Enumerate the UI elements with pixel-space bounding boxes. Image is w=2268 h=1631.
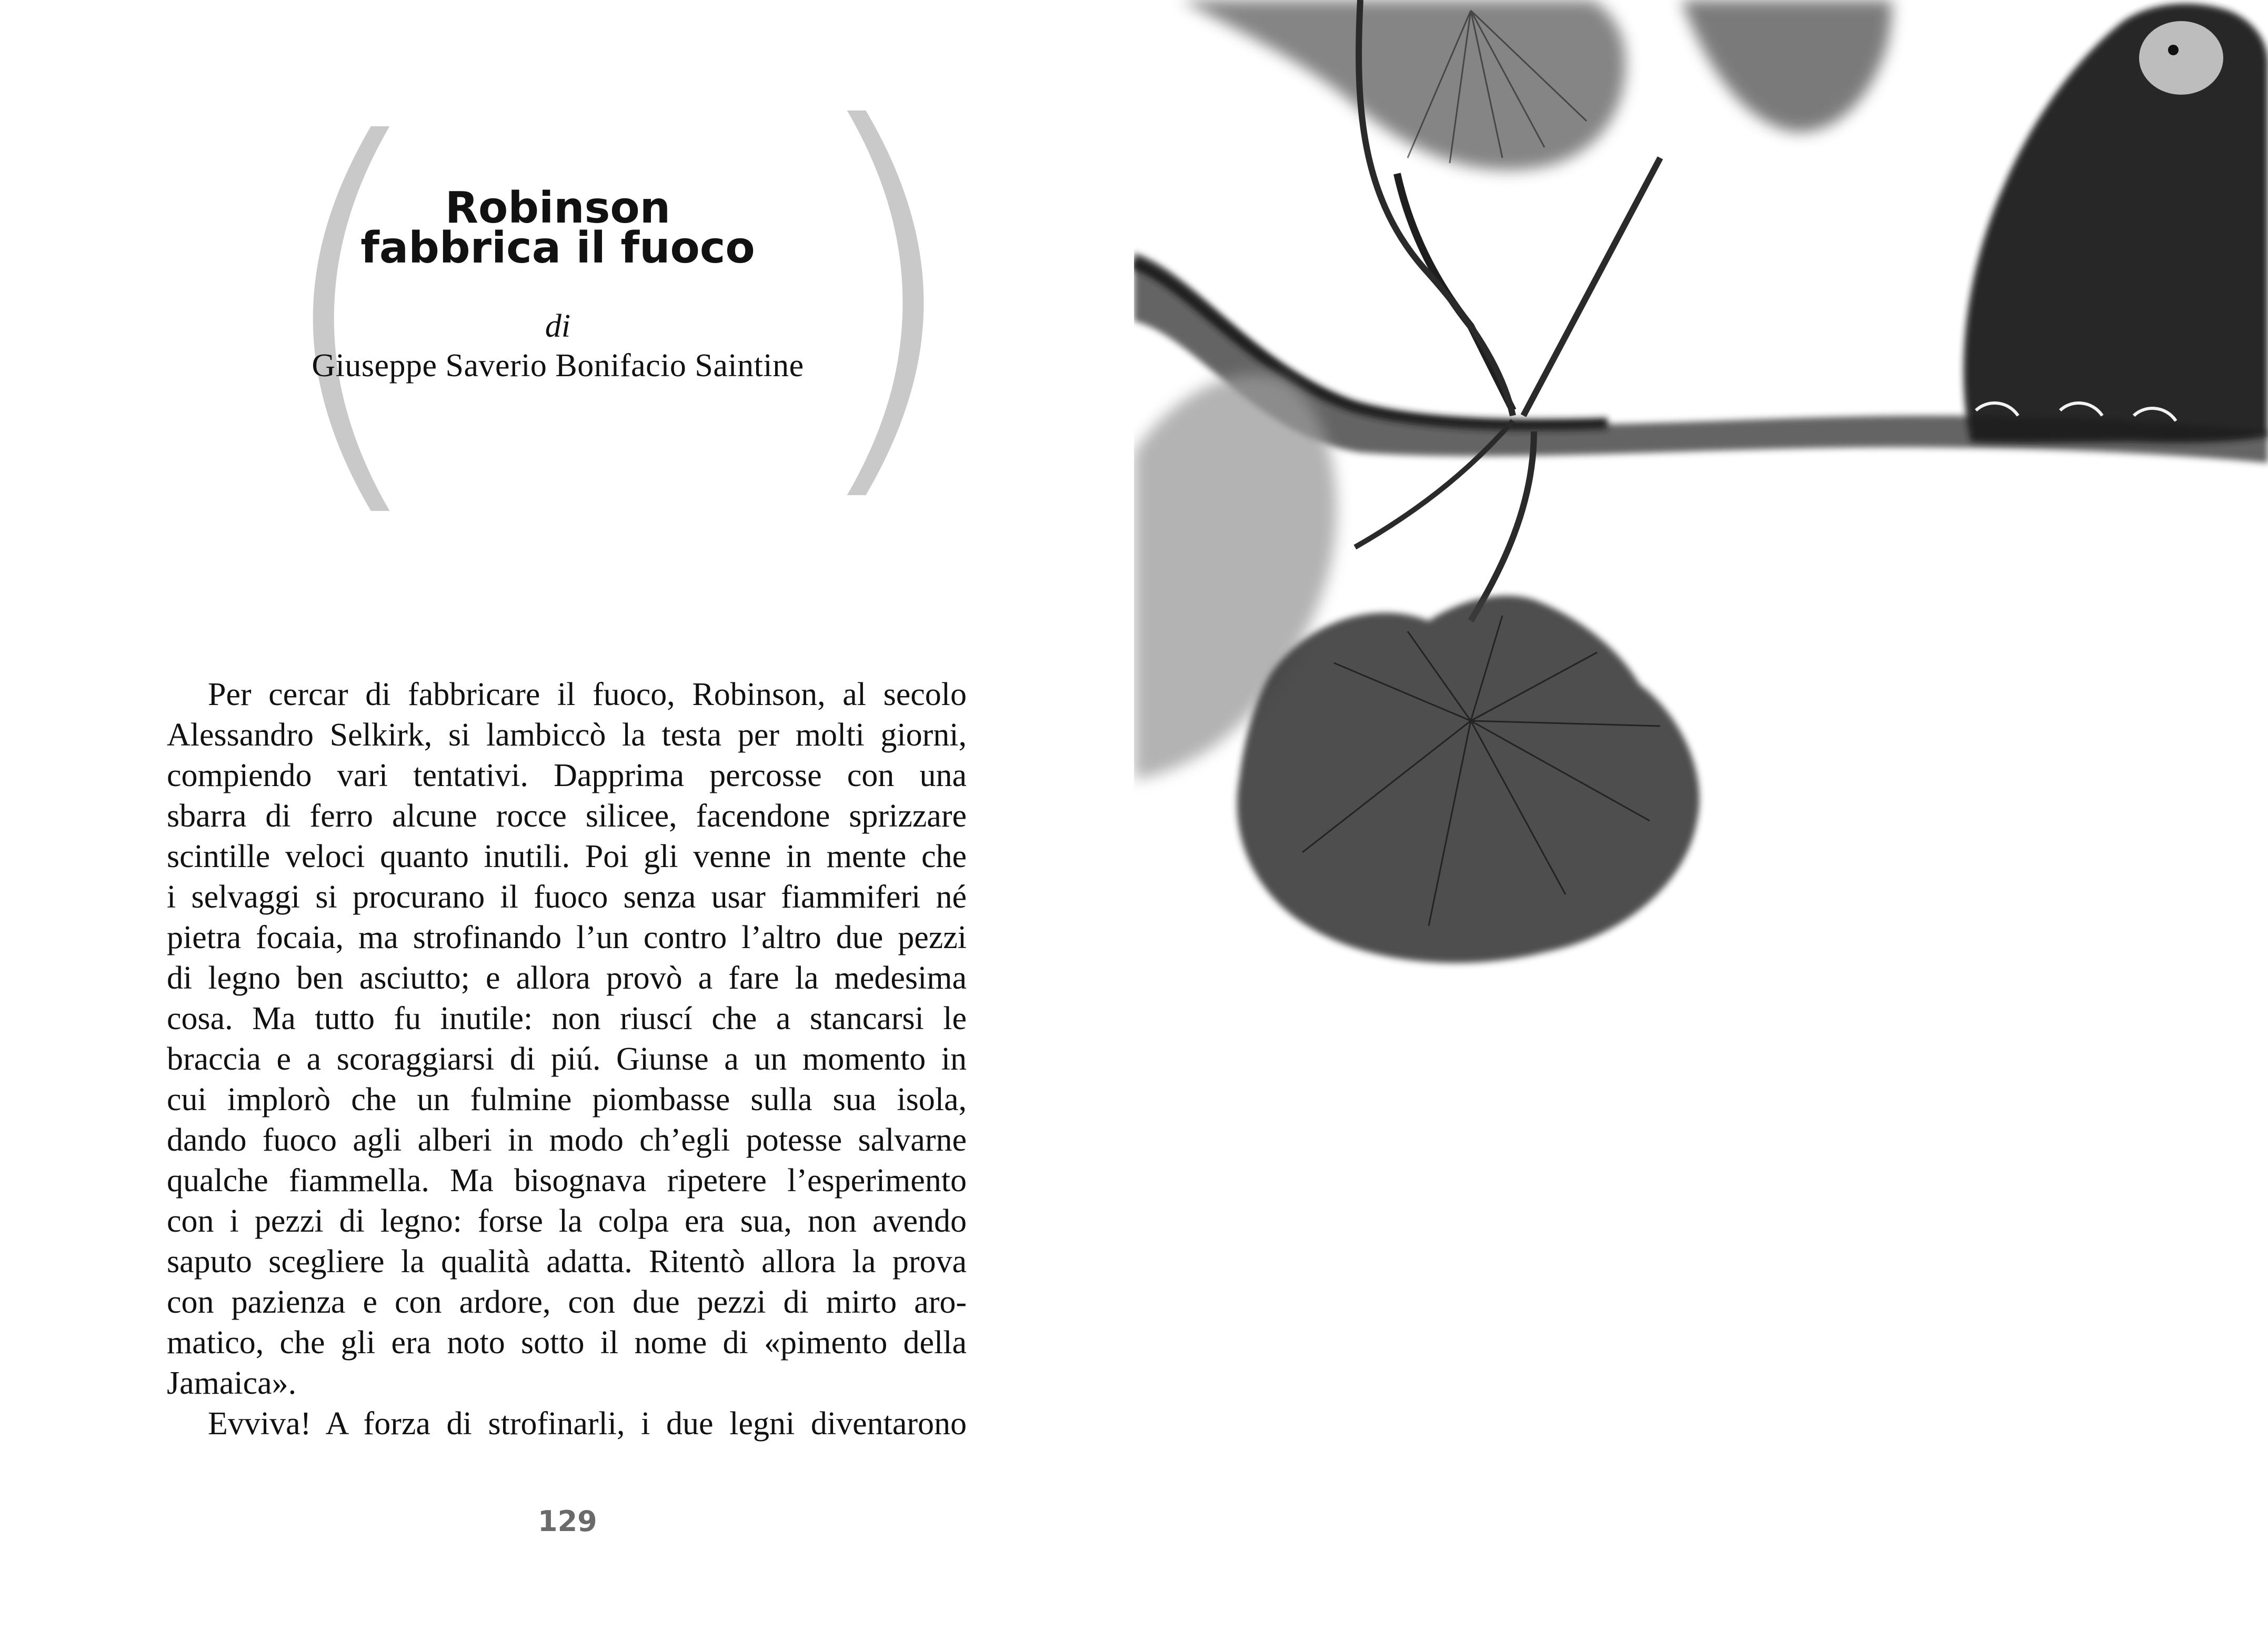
text-line: cosa. Ma tutto fu inutile: non riuscí che a stancarsi le <box>167 1001 967 1036</box>
chapter-title-line-2: fabbrica il fuoco <box>360 223 755 273</box>
ink-wash-illustration-icon <box>1134 0 2268 1000</box>
text-line: di legno ben asciutto; e allora provò a fare la medesima <box>167 960 967 996</box>
text-line: scintille veloci quanto inutili. Poi gli venne in mente che <box>167 839 967 874</box>
body-text-left <box>167 674 967 1444</box>
byline-prefix: di <box>545 308 571 344</box>
leaf-icon <box>1237 596 1700 963</box>
decorative-left-parenthesis: ( <box>266 54 434 556</box>
text-line: matico, che gli era noto sotto il nome di «pimento della <box>167 1325 967 1361</box>
text-line: sbarra di ferro alcune rocce silicee, facendone sprizzare <box>167 798 967 834</box>
chapter-title-line-1: Robinson <box>445 183 671 233</box>
text-line: Alessandro Selkirk, si lambiccò la testa per molti giorni, <box>167 717 967 753</box>
text-line: i selvaggi si procurano il fuoco senza usar fiammiferi né <box>167 879 967 915</box>
text-line: qualche fiammella. Ma bisognava ripetere l’esperimento <box>167 1163 967 1199</box>
text-line: saputo scegliere la qualità adatta. Ritentò allora la prova <box>167 1244 967 1280</box>
monkey-icon <box>1964 4 2268 443</box>
text-line: cui implorò che un fulmine piombasse sulla sua isola, <box>167 1082 967 1117</box>
text-line: Evviva! A forza di strofinarli, i due legni diventarono <box>208 1406 967 1442</box>
text-line: pietra focaia, ma strofinando l’un contro l’altro due pezzi <box>167 920 967 955</box>
author-name: Giuseppe Saverio Bonifacio Saintine <box>312 348 804 384</box>
right-page <box>1134 0 2268 1631</box>
text-line: compiendo vari tentativi. Dapprima percosse con una <box>167 758 967 793</box>
text-line: dando fuoco agli alberi in modo ch’egli potesse salvarne <box>167 1122 967 1158</box>
text-line: con pazienza e con ardore, con due pezzi di mirto aro- <box>167 1284 967 1320</box>
text-line: braccia e a scoraggiarsi di piú. Giunse a un momento in <box>167 1041 967 1077</box>
text-line: con i pezzi di legno: forse la colpa era sua, non avendo <box>167 1203 967 1239</box>
text-line: Jamaica». <box>167 1365 297 1401</box>
leaf-icon <box>1681 0 1892 132</box>
text-line: Per cercar di fabbricare il fuoco, Robinson, al secolo <box>208 677 967 712</box>
page-number: 129 <box>538 1505 597 1538</box>
decorative-right-parenthesis: ) <box>800 38 968 540</box>
